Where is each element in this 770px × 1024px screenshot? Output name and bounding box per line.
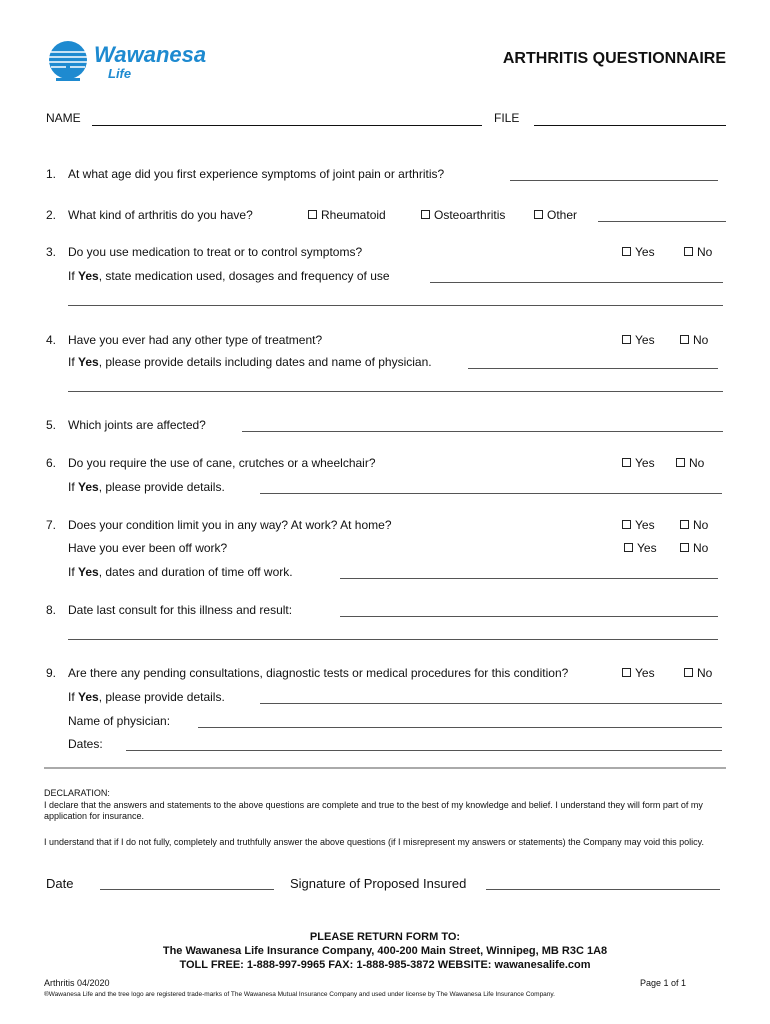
q2-other-line[interactable] — [598, 221, 726, 222]
q9-sub-text: If Yes, please provide details. — [68, 690, 225, 704]
return-heading: PLEASE RETURN FORM TO: — [309, 931, 461, 943]
q1-answer-line[interactable] — [510, 180, 718, 181]
checkbox[interactable] — [684, 247, 693, 256]
q4-number: 4. — [46, 333, 57, 347]
q7-text: Does your condition limit you in any way? At work? At home? — [68, 518, 392, 532]
checkbox[interactable] — [680, 520, 689, 529]
q3-answer-line-1[interactable] — [430, 282, 723, 283]
tree-logo-icon — [44, 40, 92, 84]
q2-option-other[interactable]: Other — [534, 208, 577, 222]
section-divider — [44, 767, 726, 769]
q3-sub-text: If Yes, state medication used, dosages and frequency of use — [68, 269, 390, 283]
q8-number: 8. — [46, 603, 57, 617]
q9-answer-line[interactable] — [260, 703, 722, 704]
return-contact: TOLL FREE: 1-888-997-9965 FAX: 1-888-985-3872 WEBSITE: wawanesalife.com — [179, 959, 591, 971]
q5-answer-line[interactable] — [242, 431, 723, 432]
logo — [44, 40, 214, 86]
q2-option-rheumatoid[interactable]: Rheumatoid — [308, 208, 386, 222]
signature-label: Signature of Proposed Insured — [290, 876, 467, 891]
q6-yes[interactable]: Yes — [622, 456, 655, 470]
q2-option-osteoarthritis[interactable]: Osteoarthritis — [421, 208, 505, 222]
checkbox[interactable] — [308, 210, 317, 219]
q8-text: Date last consult for this illness and result: — [68, 603, 293, 617]
q7-no[interactable]: No — [680, 518, 708, 532]
q3-text: Do you use medication to treat or to control symptoms? — [68, 245, 363, 259]
q7-yes[interactable]: Yes — [622, 518, 655, 532]
q9-number: 9. — [46, 666, 57, 680]
q9-dates-label: Dates: — [68, 737, 103, 751]
declaration-heading: DECLARATION: — [44, 788, 110, 798]
checkbox[interactable] — [680, 335, 689, 344]
checkbox[interactable] — [421, 210, 430, 219]
q6-no[interactable]: No — [676, 456, 704, 470]
checkbox[interactable] — [622, 520, 631, 529]
page-number: Page 1 of 1 — [639, 978, 686, 988]
q2-number: 2. — [46, 208, 57, 222]
brand-sub: Life — [108, 66, 132, 81]
q8-answer-line-2[interactable] — [68, 639, 718, 640]
checkbox[interactable] — [622, 458, 631, 467]
q3-no[interactable]: No — [684, 245, 712, 259]
declaration-paragraph-2: I understand that if I do not fully, completely and truthfully answer the above questions (if I misrepresent my answers or statements) the Company may void this policy. — [44, 837, 704, 847]
q9-no[interactable]: No — [684, 666, 712, 680]
q4-text: Have you ever had any other type of treatment? — [68, 333, 323, 347]
q1-number: 1. — [46, 167, 57, 181]
q6-answer-line[interactable] — [260, 493, 722, 494]
q5-text: Which joints are affected? — [68, 418, 206, 432]
return-address: The Wawanesa Life Insurance Company, 400-200 Main Street, Winnipeg, MB R3C 1A8 — [162, 945, 608, 957]
q9-text: Are there any pending consultations, diagnostic tests or medical procedures for this condition? — [68, 666, 569, 680]
q7-sub-text: If Yes, dates and duration of time off work. — [68, 565, 293, 579]
q3-number: 3. — [46, 245, 57, 259]
q7-text-2: Have you ever been off work? — [68, 541, 228, 555]
date-label: Date — [46, 876, 74, 891]
checkbox[interactable] — [622, 335, 631, 344]
q2-text: What kind of arthritis do you have? — [68, 208, 253, 222]
name-label: NAME — [46, 111, 81, 125]
checkbox[interactable] — [534, 210, 543, 219]
checkbox[interactable] — [622, 668, 631, 677]
trademark-notice: ®Wawanesa Life and the tree logo are registered trade-marks of The Wawanesa Mutual Insurance Company and used under license by The Wawanesa Life Insurance Company. — [44, 991, 555, 998]
q7-no-2[interactable]: No — [680, 541, 708, 555]
date-input-line[interactable] — [100, 889, 274, 890]
q9-dates-line[interactable] — [126, 750, 722, 751]
q4-answer-line-1[interactable] — [468, 368, 718, 369]
q3-answer-line-2[interactable] — [68, 305, 723, 306]
signature-input-line[interactable] — [486, 889, 720, 890]
checkbox[interactable] — [684, 668, 693, 677]
q7-answer-line[interactable] — [340, 578, 718, 579]
q9-physician-label: Name of physician: — [68, 714, 171, 728]
q4-no[interactable]: No — [680, 333, 708, 347]
q6-number: 6. — [46, 456, 57, 470]
q7-number: 7. — [46, 518, 57, 532]
q8-answer-line-1[interactable] — [340, 616, 718, 617]
q6-sub-text: If Yes, please provide details. — [68, 480, 225, 494]
q3-yes[interactable]: Yes — [622, 245, 655, 259]
page-title: ARTHRITIS QUESTIONNAIRE — [502, 50, 726, 67]
checkbox[interactable] — [622, 247, 631, 256]
q4-answer-line-2[interactable] — [68, 391, 723, 392]
q7-yes-2[interactable]: Yes — [624, 541, 657, 555]
checkbox[interactable] — [676, 458, 685, 467]
q4-sub-text: If Yes, please provide details including dates and name of physician. — [68, 355, 432, 369]
checkbox[interactable] — [680, 543, 689, 552]
form-code: Arthritis 04/2020 — [44, 978, 110, 988]
file-input-line[interactable] — [534, 125, 726, 126]
q1-text: At what age did you first experience symptoms of joint pain or arthritis? — [68, 167, 445, 181]
q9-yes[interactable]: Yes — [622, 666, 655, 680]
q9-physician-line[interactable] — [198, 727, 722, 728]
q4-yes[interactable]: Yes — [622, 333, 655, 347]
declaration-paragraph-1: I declare that the answers and statements to the above questions are complete and true to the best of my knowledge and belief. I understand they will form part of my application for insurance. — [44, 800, 703, 821]
q6-text: Do you require the use of cane, crutches or a wheelchair? — [68, 456, 376, 470]
file-label: FILE — [494, 111, 520, 125]
q5-number: 5. — [46, 418, 57, 432]
brand-name: Wawanesa — [94, 42, 207, 67]
name-input-line[interactable] — [92, 125, 482, 126]
checkbox[interactable] — [624, 543, 633, 552]
